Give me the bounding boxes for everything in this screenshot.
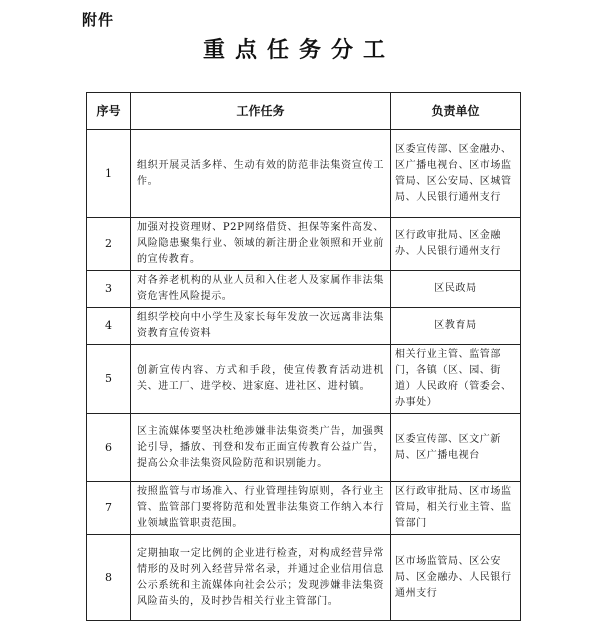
row-number: 5 <box>87 345 131 414</box>
row-task: 组织学校向中小学生及家长每年发放一次远离非法集资教育宣传资料 <box>131 308 391 345</box>
attachment-label: 附件 <box>82 11 115 29</box>
table-row <box>87 218 521 271</box>
row-unit: 区市场监管局、区公安局、区金融办、人民银行通州支行 <box>391 535 521 621</box>
row-unit: 区教育局 <box>391 308 521 345</box>
table-row <box>87 535 521 621</box>
table-header-row <box>87 93 521 130</box>
row-task: 定期抽取一定比例的企业进行检查，对构成经营异常情形的及时列入经营异常名录，并通过企业信用信息公示系统和主流媒体向社会公示；发现涉嫌非法集资风险苗头的，及时抄告相关行业主管部门。 <box>131 535 391 621</box>
row-unit: 相关行业主管、监管部门，各镇（区、园、街道）人民政府（管委会、办事处） <box>391 345 521 414</box>
row-task: 区主流媒体要坚决杜绝涉嫌非法集资类广告，加强舆论引导，播放、刊登和发布正面宣传教育公益广告，提高公众非法集资风险防范和识别能力。 <box>131 414 391 482</box>
table-row <box>87 271 521 308</box>
table-row <box>87 345 521 414</box>
row-task: 加强对投资理财、P2P网络借贷、担保等案件高发、风险隐患聚集行业、领域的新注册企业领照和开业前的宣传教育。 <box>131 218 391 271</box>
row-number: 1 <box>87 130 131 218</box>
row-task: 对各养老机构的从业人员和入住老人及家属作非法集资危害性风险提示。 <box>131 271 391 308</box>
row-number: 4 <box>87 308 131 345</box>
row-unit: 区行政审批局、区金融办、人民银行通州支行 <box>391 218 521 271</box>
row-unit: 区委宣传部、区文广新局、区广播电视台 <box>391 414 521 482</box>
column-header-task: 工作任务 <box>131 93 391 130</box>
row-unit: 区行政审批局、区市场监管局，相关行业主管、监管部门 <box>391 482 521 535</box>
row-number: 8 <box>87 535 131 621</box>
row-number: 7 <box>87 482 131 535</box>
table-row <box>87 130 521 218</box>
row-unit: 区民政局 <box>391 271 521 308</box>
table-row <box>87 308 521 345</box>
column-header-unit: 负责单位 <box>391 93 521 130</box>
row-task: 创新宣传内容、方式和手段，使宣传教育活动进机关、进工厂、进学校、进家庭、进社区、进村镇。 <box>131 345 391 414</box>
row-number: 3 <box>87 271 131 308</box>
row-unit: 区委宣传部、区金融办、区广播电视台、区市场监管局、区公安局、区城管局、人民银行通州支行 <box>391 130 521 218</box>
row-number: 2 <box>87 218 131 271</box>
row-task: 按照监管与市场准入、行业管理挂钩原则，各行业主管、监管部门要将防范和处置非法集资工作纳入本行业领域监管职责范围。 <box>131 482 391 535</box>
column-header-no: 序号 <box>87 93 131 130</box>
table-row <box>87 414 521 482</box>
table-row <box>87 482 521 535</box>
row-number: 6 <box>87 414 131 482</box>
task-division-table <box>86 92 521 621</box>
document-title: 重点任务分工 <box>202 37 395 63</box>
row-task: 组织开展灵活多样、生动有效的防范非法集资宣传工作。 <box>131 130 391 218</box>
